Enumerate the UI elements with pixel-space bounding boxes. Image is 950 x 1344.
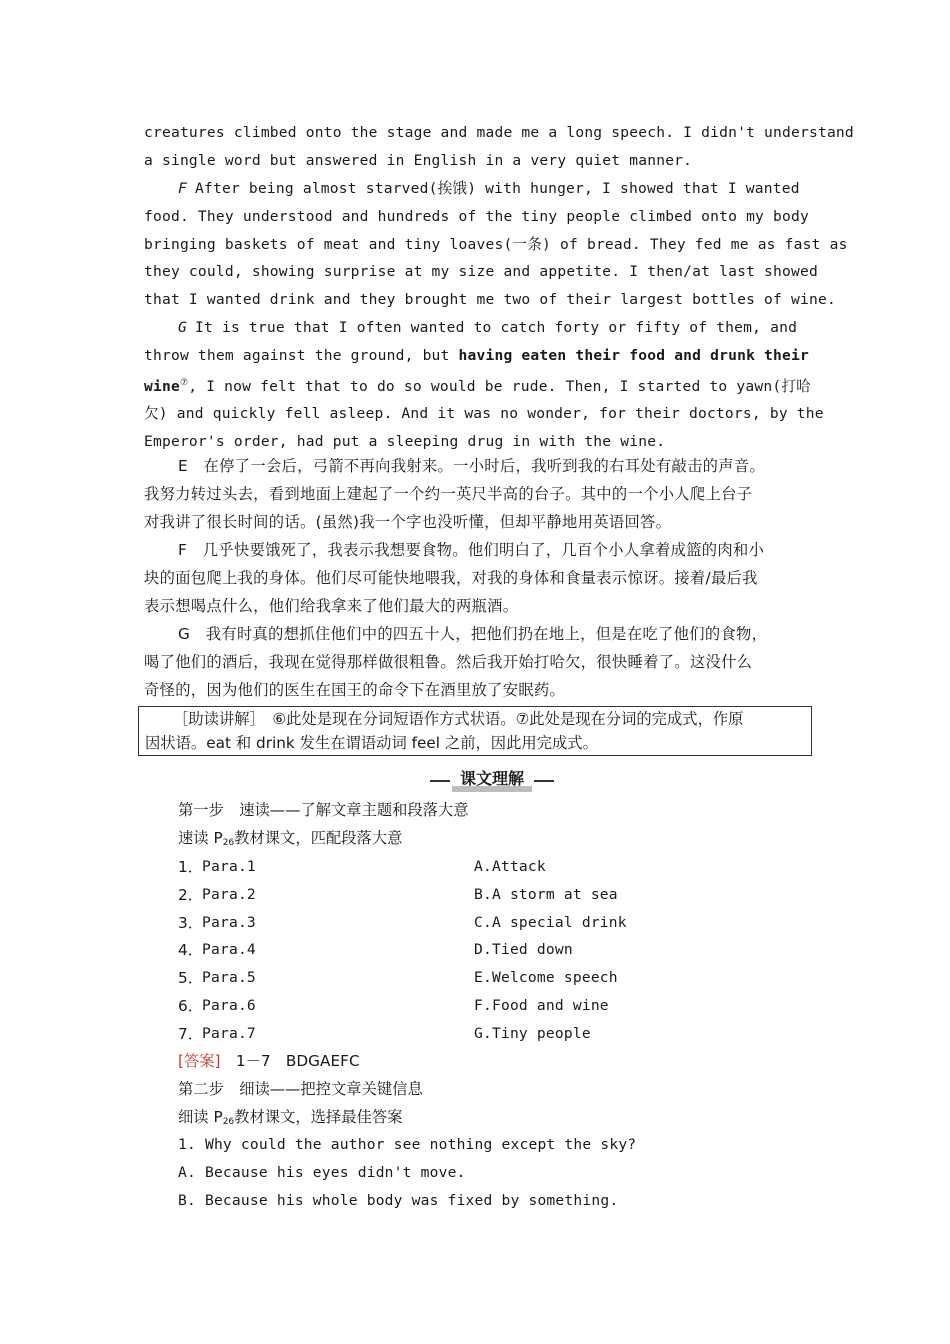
- match-item-option: B.A storm at sea: [474, 886, 618, 903]
- chinese-paragraph-f-rest: [144, 564, 814, 620]
- text-line: Emperor's order, had put a sleeping drug in with the wine.: [144, 433, 666, 451]
- chinese-paragraph-e-rest: [144, 480, 814, 536]
- match-item-option: G.Tiny people: [474, 1025, 591, 1042]
- text-line: they could, showing surprise at my size and appetite. I then/at last showed: [144, 263, 818, 281]
- match-item-number: 1．: [178, 858, 204, 876]
- match-item-paragraph: Para.7: [202, 1025, 256, 1042]
- match-item-option: F.Food and wine: [474, 997, 609, 1014]
- match-item-paragraph: Para.5: [202, 969, 256, 986]
- step2-title: 第二步 细读——把控文章关键信息: [178, 1080, 423, 1098]
- match-item-number: 2．: [178, 886, 204, 904]
- english-paragraph-e-continuation: [144, 119, 854, 175]
- paragraph-letter: F: [178, 180, 187, 197]
- note-line: 因状语。eat 和 drink 发生在谓语动词 feel 之前，因此用完成式。: [145, 734, 598, 752]
- match-item-number: 5．: [178, 969, 204, 987]
- highlighted-phrase: having eaten their food and drunk their: [458, 346, 809, 364]
- text-line: 喝了他们的酒后，我现在觉得那样做很粗鲁。然后我开始打哈欠，很快睡着了。这没什么: [144, 653, 753, 671]
- match-item-option: C.A special drink: [474, 914, 627, 931]
- chinese-paragraph-f: [178, 536, 818, 564]
- heading-rule-left: [430, 780, 450, 782]
- text-line: throw them against the ground, but having eaten their food and drunk their: [144, 346, 809, 364]
- match-item-option: D.Tied down: [474, 941, 573, 958]
- text-line: 我努力转过头去，看到地面上建起了一个约一英尺半高的台子。其中的一个小人爬上台子: [144, 485, 753, 503]
- match-item-paragraph: Para.2: [202, 886, 256, 903]
- text-line: 表示想喝点什么，他们给我拿来了他们最大的两瓶酒。: [144, 597, 519, 615]
- highlighted-phrase: wine: [144, 377, 180, 395]
- step1-answer: [178, 1049, 360, 1073]
- match-item-option: E.Welcome speech: [474, 969, 618, 986]
- match-item-paragraph: Para.4: [202, 941, 256, 958]
- text-line: a single word but answered in English in a very quiet manner.: [144, 151, 693, 169]
- match-item-number: 4．: [178, 941, 204, 959]
- question-option-b: B. Because his whole body was fixed by something.: [178, 1192, 619, 1209]
- english-paragraph-f: [144, 175, 848, 314]
- text-line: bringing baskets of meat and tiny loaves(一条) of bread. They fed me as fast as: [144, 235, 848, 253]
- match-item-paragraph: Para.6: [202, 997, 256, 1014]
- chinese-paragraph-g-rest: [144, 648, 814, 704]
- note-line: ［助读讲解］ ⑥此处是现在分词短语作方式状语。⑦此处是现在分词的完成式，作原: [173, 710, 744, 728]
- text-line: G It is true that I often wanted to catch forty or fifty of them, and: [178, 319, 798, 336]
- text-line: G 我有时真的想抓住他们中的四五十人，把他们扔在地上，但是在吃了他们的食物，: [178, 625, 768, 643]
- match-item-number: 3．: [178, 914, 204, 932]
- step2-instruction: 细读 $P_{26}$教材课文，选择最佳答案: [178, 1108, 403, 1127]
- text-line: 块的面包爬上我的身体。他们尽可能快地喂我，对我的身体和食量表示惊讶。接着/最后我: [144, 569, 758, 587]
- chinese-paragraph-e: [178, 452, 818, 480]
- annotation-mark: ⑦: [179, 377, 189, 388]
- answer-tag: [答案]: [178, 1052, 221, 1070]
- text-line: 奇怪的，因为他们的医生在国王的命令下在酒里放了安眠药。: [144, 681, 566, 699]
- reading-guide-note-box: [138, 706, 812, 756]
- match-item-paragraph: Para.1: [202, 858, 256, 875]
- text-line: F 几乎快要饿死了，我表示我想要食物。他们明白了，几百个小人拿着成篮的肉和小: [178, 541, 765, 559]
- step1-title: 第一步 速读——了解文章主题和段落大意: [178, 801, 469, 819]
- text-line: F After being almost starved(挨饿) with hunger, I showed that I wanted: [178, 180, 800, 197]
- match-item-number: 7．: [178, 1025, 204, 1043]
- match-item-option: A.Attack: [474, 858, 546, 875]
- section-heading: [430, 768, 554, 794]
- text-line: that I wanted drink and they brought me two of their largest bottles of wine.: [144, 291, 836, 309]
- text-line: 对我讲了很长时间的话。(虽然)我一个字也没听懂，但却平静地用英语回答。: [144, 513, 672, 531]
- section-title: 课文理解: [459, 769, 524, 788]
- paragraph-letter: G: [178, 319, 187, 336]
- heading-rule-right: [534, 780, 554, 782]
- step1-instruction: 速读 $P_{26}$教材课文，匹配段落大意: [178, 829, 403, 848]
- text-line: creatures climbed onto the stage and made me a long speech. I didn't understand: [144, 124, 854, 141]
- chinese-paragraph-g: [178, 620, 818, 648]
- answer-text: 1－7 BDGAEFC: [235, 1052, 360, 1070]
- text-line: 欠) and quickly fell asleep. And it was no wonder, for their doctors, by the: [144, 405, 824, 423]
- text-line: food. They understood and hundreds of the tiny people climbed onto my body: [144, 207, 809, 225]
- match-item-paragraph: Para.3: [202, 914, 256, 931]
- text-line: E 在停了一会后，弓箭不再向我射来。一小时后，我听到我的右耳处有敲击的声音。: [178, 457, 766, 475]
- english-paragraph-g: [144, 314, 824, 456]
- question-option-a: A. Because his eyes didn't move.: [178, 1164, 466, 1181]
- text-line: wine⑦, I now felt that to do so would be rude. Then, I started to yawn(打哈: [144, 377, 811, 395]
- question-1: 1. Why could the author see nothing except the sky?: [178, 1136, 637, 1153]
- match-item-number: 6．: [178, 997, 204, 1015]
